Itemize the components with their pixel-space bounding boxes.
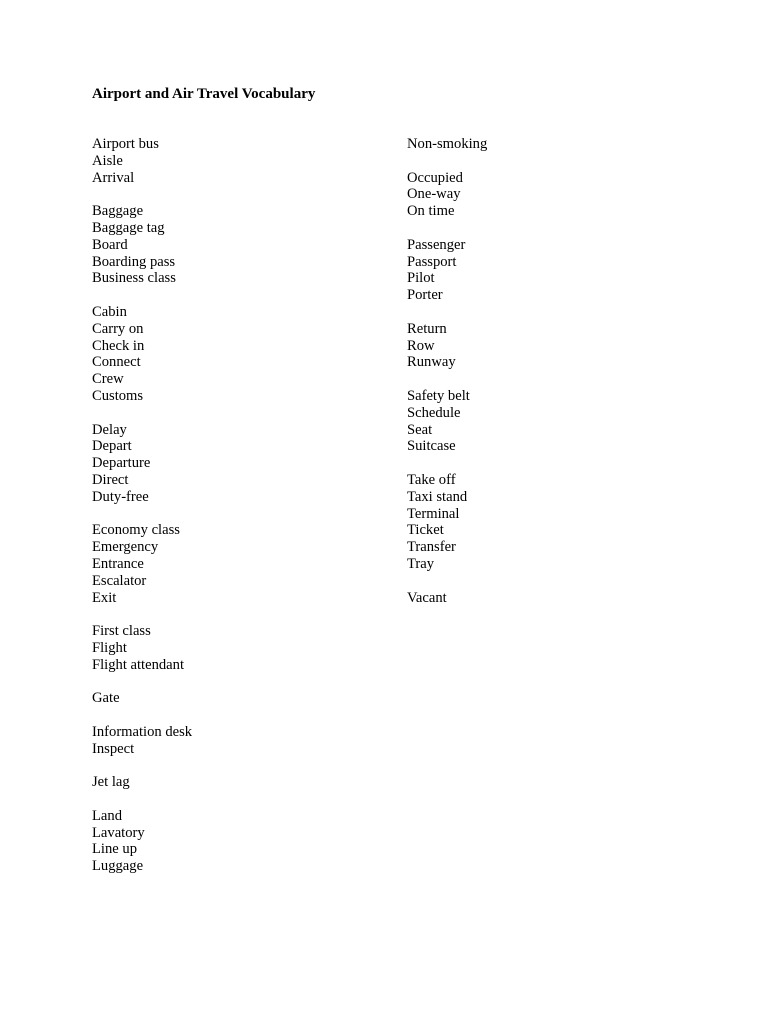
vocabulary-word: Land	[92, 807, 122, 824]
vocabulary-word: Carry on	[92, 320, 144, 337]
vocabulary-word: Pilot	[407, 270, 435, 287]
vocabulary-word: Airport bus	[92, 136, 159, 152]
vocabulary-word: Baggage tag	[92, 219, 165, 236]
blank-line	[92, 506, 192, 523]
vocabulary-word: Depart	[92, 438, 132, 455]
blank-line	[92, 674, 192, 691]
vocabulary-word: Take off	[407, 471, 456, 488]
blank-line	[407, 371, 487, 388]
vocabulary-word: Seat	[407, 421, 433, 438]
vocabulary-word: Emergency	[92, 539, 159, 556]
vocabulary-word: Flight attendant	[92, 656, 185, 673]
vocabulary-word: Taxi stand	[407, 488, 468, 505]
vocabulary-word: Porter	[407, 287, 443, 304]
blank-line	[92, 287, 192, 304]
vocabulary-word: Arrival	[92, 169, 135, 186]
vocabulary-word: Escalator	[92, 572, 147, 589]
vocabulary-word: Entrance	[92, 555, 144, 572]
vocabulary-word: Terminal	[407, 505, 460, 522]
vocabulary-word: Crew	[92, 371, 124, 388]
vocabulary-word: Gate	[92, 690, 120, 707]
vocabulary-word: Business class	[92, 270, 176, 287]
blank-line	[407, 304, 487, 321]
blank-line	[407, 573, 487, 590]
vocabulary-word: Aisle	[92, 152, 123, 169]
vocabulary-word: Line up	[92, 841, 137, 858]
vocabulary-word: Lavatory	[92, 824, 145, 841]
vocabulary-word: Delay	[92, 421, 127, 438]
vocabulary-word: Baggage	[92, 203, 144, 220]
vocabulary-word: Row	[407, 337, 435, 354]
vocabulary-word: Boarding pass	[92, 253, 176, 270]
vocabulary-word: Passport	[407, 253, 457, 270]
vocabulary-word: Occupied	[407, 169, 463, 186]
blank-line	[92, 791, 192, 808]
vocabulary-word: Schedule	[407, 404, 461, 421]
vocabulary-word: Flight	[92, 639, 127, 656]
vocabulary-word: Runway	[407, 354, 456, 371]
vocabulary-word: Safety belt	[407, 387, 470, 404]
vocabulary-word: Vacant	[407, 589, 447, 606]
vocabulary-column-right	[407, 136, 487, 606]
vocabulary-word: Return	[407, 320, 447, 337]
blank-line	[407, 455, 487, 472]
vocabulary-word: Economy class	[92, 522, 180, 539]
vocabulary-word: Check in	[92, 337, 145, 354]
vocabulary-word: Duty-free	[92, 488, 149, 505]
vocabulary-word: Suitcase	[407, 438, 456, 455]
vocabulary-word: Exit	[92, 589, 117, 606]
vocabulary-word: Inspect	[92, 740, 135, 757]
vocabulary-word: One-way	[407, 186, 461, 203]
blank-line	[407, 220, 487, 237]
vocabulary-word: Cabin	[92, 303, 127, 320]
vocabulary-word: Luggage	[92, 858, 144, 875]
vocabulary-word: Information desk	[92, 723, 193, 740]
blank-line	[92, 186, 192, 203]
vocabulary-word: First class	[92, 623, 151, 640]
blank-line	[407, 153, 487, 170]
document-title: Airport and Air Travel Vocabulary	[92, 86, 316, 102]
blank-line	[92, 405, 192, 422]
blank-line	[92, 757, 192, 774]
blank-line	[92, 606, 192, 623]
vocabulary-word: Board	[92, 236, 128, 253]
vocabulary-word: On time	[407, 203, 455, 220]
vocabulary-word: Customs	[92, 387, 144, 404]
vocabulary-word: Ticket	[407, 522, 444, 539]
vocabulary-column-left	[92, 136, 192, 875]
vocabulary-word: Passenger	[407, 236, 466, 253]
vocabulary-word: Transfer	[407, 539, 456, 556]
vocabulary-word: Connect	[92, 354, 141, 371]
vocabulary-word: Departure	[92, 455, 151, 472]
vocabulary-word: Non-smoking	[407, 136, 488, 152]
vocabulary-word: Jet lag	[92, 774, 130, 791]
vocabulary-word: Direct	[92, 471, 129, 488]
blank-line	[92, 707, 192, 724]
vocabulary-word: Tray	[407, 555, 435, 572]
